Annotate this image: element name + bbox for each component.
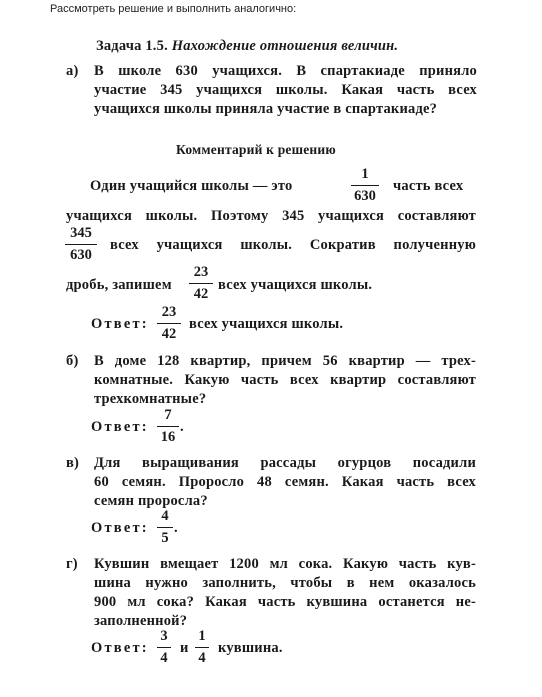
answer-a-text: всех учащихся школы.: [189, 316, 344, 332]
answer-v-period: .: [174, 520, 178, 536]
fraction-denominator: 16: [160, 429, 176, 445]
fraction-numerator: 7: [164, 407, 172, 423]
answer-b-fraction: [157, 407, 179, 446]
answer-b-label: Ответ:: [91, 419, 149, 435]
fraction-bar: [157, 426, 179, 427]
instruction-text: Рассмотреть решение и выполнить аналогично:: [50, 3, 297, 15]
fraction-denominator: 5: [161, 530, 169, 546]
task-heading: [96, 37, 398, 55]
fraction-numerator: 1: [198, 628, 206, 644]
part-a-line-1: В школе 630 учащихся. В спартакиаде приняло: [94, 63, 477, 79]
part-g-line-3: 900 мл сока? Какая часть кувшина останется не-: [94, 594, 476, 610]
part-b-marker: б): [66, 353, 79, 369]
fraction-denominator: 630: [70, 247, 92, 263]
fraction-345-630: [65, 225, 97, 264]
fraction-bar: [157, 527, 173, 528]
answer-g-label: Ответ:: [91, 640, 149, 656]
fraction-denominator: 42: [161, 326, 177, 342]
fraction-denominator: 630: [354, 188, 376, 204]
fraction-numerator: 23: [161, 304, 177, 320]
part-g-line-1: Кувшин вмещает 1200 мл сока. Какую часть кув-: [94, 556, 476, 572]
part-v-line-2: 60 семян. Проросло 48 семян. Какая часть всех: [94, 474, 476, 490]
answer-v-label: Ответ:: [91, 520, 149, 536]
fraction-denominator: 42: [193, 286, 209, 302]
fraction-denominator: 4: [198, 650, 206, 666]
fraction-bar: [189, 283, 213, 284]
fraction-1-630: [351, 166, 379, 205]
fraction-bar: [195, 647, 209, 648]
fraction-bar: [65, 244, 97, 245]
part-b-line-1: В доме 128 квартир, причем 56 квартир — трех-: [94, 353, 476, 369]
fraction-denominator: 4: [160, 650, 168, 666]
part-b-line-3: трехкомнатные?: [94, 391, 207, 407]
fraction-numerator: 3: [160, 628, 168, 644]
part-a-marker: а): [66, 63, 79, 79]
fraction-numerator: 1: [361, 166, 369, 182]
task-title: Нахождение отношения величин.: [171, 38, 399, 54]
part-g-line-4: заполненной?: [94, 613, 188, 629]
comment-line-1-right: часть всех: [393, 178, 464, 194]
answer-b-period: .: [180, 419, 184, 435]
part-b-line-2: комнатные. Какую часть всех квартир составляют: [94, 372, 476, 388]
fraction-numerator: 4: [161, 508, 169, 524]
comment-line-3: всех учащихся школы. Сократив полученную: [110, 237, 476, 253]
answer-v-fraction: [157, 508, 173, 547]
part-a-line-3: учащихся школы приняла участие в спартакиаде?: [94, 101, 438, 117]
comment-line-2: учащихся школы. Поэтому 345 учащихся составляют: [66, 208, 476, 224]
part-g-line-2: шина нужно заполнить, чтобы в нем оказалось: [94, 575, 476, 591]
comment-line-4-left: дробь, запишем: [66, 277, 172, 293]
answer-a-fraction: [157, 304, 181, 343]
comment-heading: Комментарий к решению: [176, 142, 336, 157]
answer-g-fraction-1: [157, 628, 171, 667]
comment-line-1-left: Один учащийся школы — это: [90, 178, 293, 194]
answer-a-label: Ответ:: [91, 316, 149, 332]
part-g-marker: г): [66, 556, 78, 572]
answer-g-conjunction: и: [180, 640, 189, 656]
task-label: Задача 1.5.: [96, 38, 168, 54]
part-v-line-3: семян проросла?: [94, 493, 208, 509]
fraction-bar: [157, 647, 171, 648]
fraction-numerator: 345: [70, 225, 92, 241]
comment-line-4-right: всех учащихся школы.: [218, 277, 373, 293]
fraction-bar: [157, 323, 181, 324]
answer-g-fraction-2: [195, 628, 209, 667]
part-v-line-1: Для выращивания рассады огурцов посадили: [94, 455, 476, 471]
answer-g-text: кувшина.: [218, 640, 283, 656]
part-a-line-2: участие 345 учащихся школы. Какая часть всех: [94, 82, 477, 98]
fraction-numerator: 23: [193, 264, 209, 280]
fraction-23-42: [189, 264, 213, 303]
fraction-bar: [351, 185, 379, 186]
part-v-marker: в): [66, 455, 80, 471]
